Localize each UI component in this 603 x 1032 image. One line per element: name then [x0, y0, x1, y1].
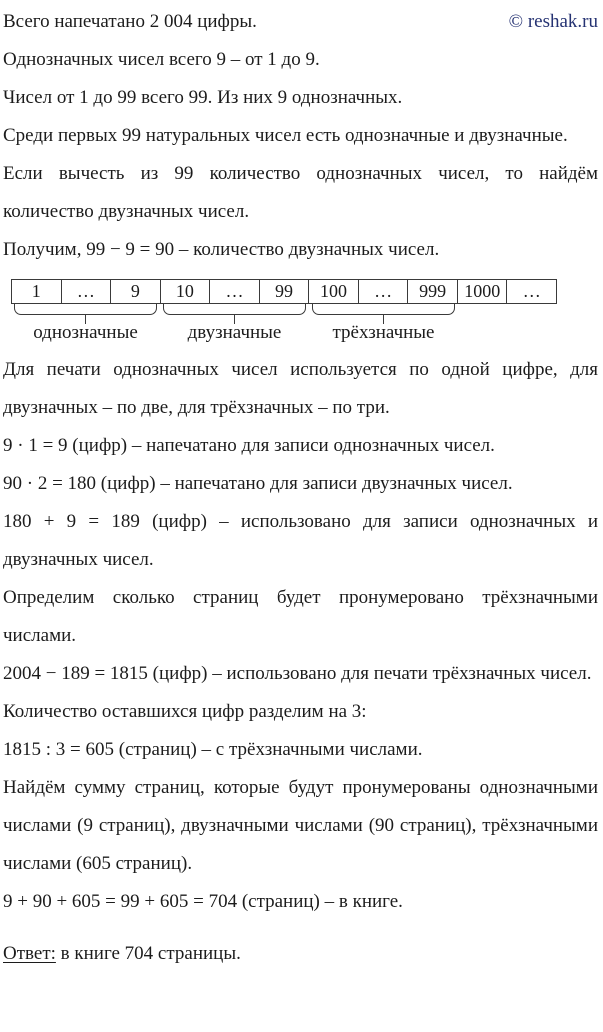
paragraph-single-digit-count: Однозначных чисел всего 9 – от 1 до 9.	[3, 49, 320, 70]
number-sequence-table	[11, 279, 557, 304]
number-sequence-diagram	[11, 279, 557, 347]
paragraph-eq-2004minus189: 2004 − 189 = 1815 (цифр) – использовано для печати трёхзначных чисел.	[3, 663, 592, 684]
table-cell: 1000	[458, 280, 508, 303]
table-cell: …	[522, 281, 541, 301]
table-cell: 99	[260, 280, 310, 303]
paragraph-numbers-1-99: Чисел от 1 до 99 всего 99. Из них 9 однозначных.	[3, 87, 403, 108]
paragraph-sum-pages: Найдём сумму страниц, которые будут пронумерованы однозначными числами (9 страниц), двузначными числами (90 страниц), трёхзначными числами (605 страниц).	[3, 777, 598, 874]
group-two-digit	[160, 304, 309, 347]
answer-line	[3, 935, 598, 973]
paragraph-total-digits: Всего напечатано 2 004 цифры.	[3, 11, 257, 32]
table-cell: …	[62, 280, 112, 303]
group-braces	[11, 304, 557, 347]
underbrace-icon	[163, 304, 306, 315]
table-cell: 10	[161, 280, 211, 303]
paragraph-divide-by-3: Количество оставшихся цифр разделим на 3:	[3, 701, 367, 722]
paragraph-eq-90x2: 90 · 2 = 180 (цифр) – напечатано для записи двузначных чисел.	[3, 473, 513, 494]
paragraph-digits-per-number: Для печати однозначных чисел используется по одной цифре, для двузначных – по две, для трёхзначных – по три.	[3, 359, 598, 418]
paragraph-eq-1815div3: 1815 : 3 = 605 (страниц) – с трёхзначными числами.	[3, 739, 423, 760]
answer-text: в книге 704 страницы.	[55, 943, 241, 964]
table-cell: 9	[111, 280, 161, 303]
table-cell: 100	[309, 280, 359, 303]
paragraph-result-90: Получим, 99 − 9 = 90 – количество двузначных чисел.	[3, 239, 440, 260]
table-cell: 999	[408, 280, 458, 303]
group-label: трёхзначные	[332, 322, 435, 343]
paragraph-eq-180plus9: 180 + 9 = 189 (цифр) – использовано для записи однозначных и двузначных чисел.	[3, 511, 598, 570]
underbrace-icon	[14, 304, 157, 315]
watermark: © reshak.ru	[508, 11, 598, 32]
paragraph-determine-pages: Определим сколько страниц будет пронумеровано трёхзначными числами.	[3, 587, 598, 646]
first-line	[3, 3, 598, 41]
paragraph-subtract: Если вычесть из 99 количество однозначных чисел, то найдём количество двузначных чисел.	[3, 163, 598, 222]
group-label: двузначные	[187, 322, 282, 343]
table-cell: …	[210, 280, 260, 303]
table-cell: …	[359, 280, 409, 303]
underbrace-icon	[312, 304, 455, 315]
paragraph-eq-total-704: 9 + 90 + 605 = 99 + 605 = 704 (страниц) – в книге.	[3, 891, 403, 912]
group-three-digit	[309, 304, 458, 347]
paragraph-eq-9x1: 9 · 1 = 9 (цифр) – напечатано для записи однозначных чисел.	[3, 435, 495, 456]
group-single-digit	[11, 304, 160, 347]
answer-label: Ответ:	[3, 943, 56, 964]
table-cell: 1	[12, 280, 62, 303]
paragraph-first-99: Среди первых 99 натуральных чисел есть однозначные и двузначные.	[3, 125, 568, 146]
group-label: однозначные	[33, 322, 138, 343]
